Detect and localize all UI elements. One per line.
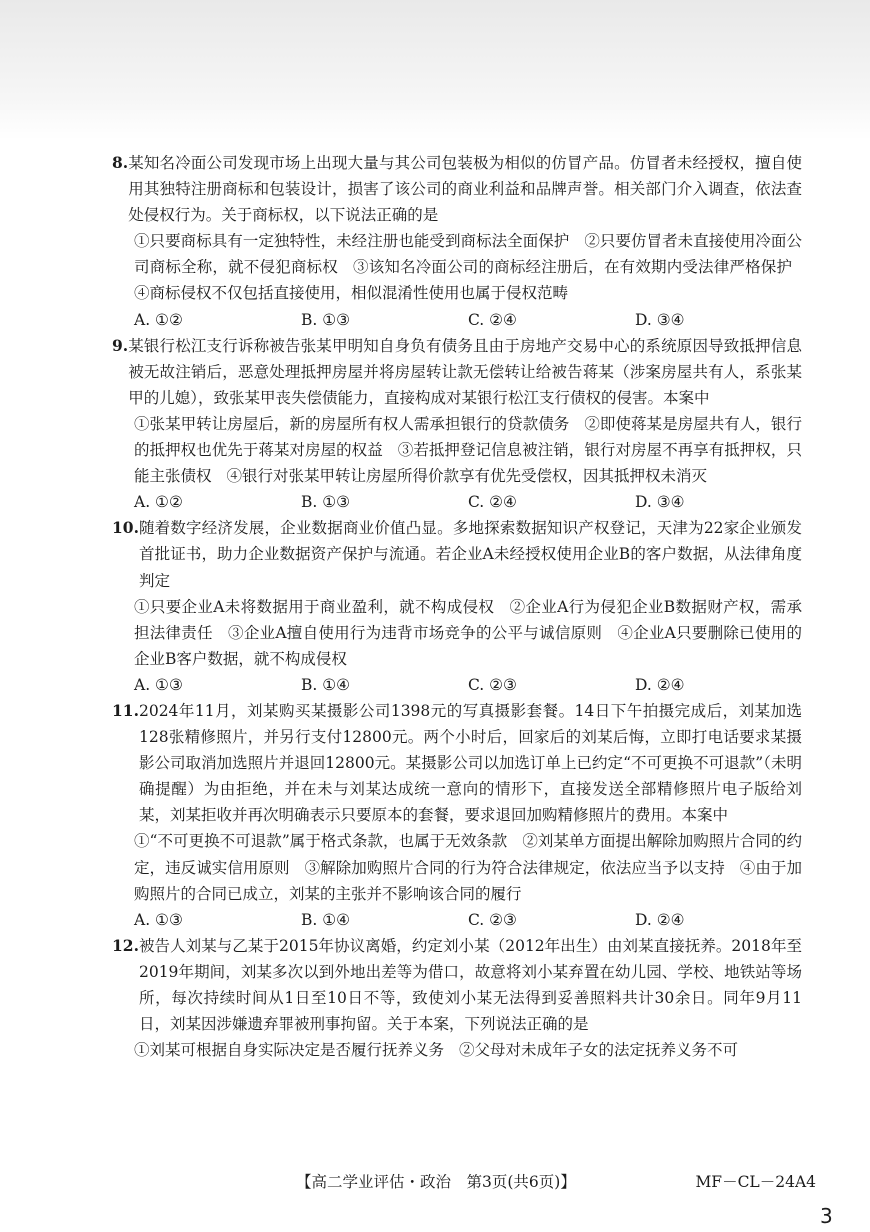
question-number: 10.	[112, 518, 139, 538]
statement-list	[112, 411, 802, 489]
choice-b[interactable]: B. ①③	[301, 493, 351, 512]
statement-item: ④企业A只要删除已使用的企业B客户数据，就不构成侵权	[134, 623, 802, 668]
choice-d[interactable]: D. ②④	[635, 675, 685, 694]
choice-b[interactable]: B. ①④	[301, 910, 351, 929]
statement-list	[112, 1037, 802, 1063]
statement-item: ④由于加购照片的合同已成立，刘某的主张并不影响该合同的履行	[134, 858, 802, 903]
statement-item: ④银行对张某甲转让房屋所得价款享有优先受偿权，因其抵押权未消灭	[226, 467, 707, 486]
question-number: 11.	[112, 700, 139, 720]
choice-a[interactable]: A. ①③	[134, 910, 183, 929]
question-stem	[112, 515, 802, 593]
statement-item: ②即使蒋某是房屋共有人，银行的抵押权也优先于蒋某对房屋的权益	[134, 414, 802, 460]
question-number: 12.	[112, 935, 139, 955]
answer-choices	[112, 907, 802, 933]
statement-item: ①“不可更换不可退款”属于格式条款，也属于无效条款	[134, 832, 508, 851]
choice-c[interactable]: C. ②③	[468, 910, 517, 929]
question-10	[112, 515, 802, 698]
answer-choices	[112, 489, 802, 515]
scan-top-shadow	[0, 0, 870, 140]
page-footer	[296, 1170, 816, 1192]
statement-item: ④商标侵权不仅包括直接使用，相似混淆性使用也属于侵权范畴	[134, 284, 569, 303]
question-text: 被告人刘某与乙某于2015年协议离婚，约定刘小某（2012年出生）由刘某直接抚养。2018年至2019年期间，刘某多次以到外地出差等为借口，故意将刘小某弃置在幼儿园、学校、地铁站等场所，每次持续时间从1日至10日不等，致使刘小某无法得到妥善照料共计30余日。同年9月11日，刘某因涉嫌遗弃罪被刑事拘留。关于本案，下列说法正确的是	[138, 936, 802, 1034]
choice-d[interactable]: D. ③④	[635, 493, 685, 512]
statement-item: ①只要企业A未将数据用于商业盈利，就不构成侵权	[134, 597, 495, 616]
choice-c[interactable]: C. ②④	[468, 493, 517, 512]
page-number: 3	[820, 1204, 833, 1228]
question-12	[112, 933, 802, 1063]
footer-code: MF－CL－24A4	[695, 1173, 816, 1191]
statement-item: ③该知名冷面公司的商标经注册后，在有效期内受法律严格保护	[353, 258, 792, 277]
question-text: 某知名冷面公司发现市场上出现大量与其公司包装极为相似的仿冒产品。仿冒者未经授权，擅自使用其独特注册商标和包装设计，损害了该公司的商业利益和品牌声誉。相关部门介入调查，依法查处侵权行为。关于商标权，以下说法正确的是	[128, 154, 802, 225]
statement-item: ③解除加购照片合同的行为符合法律规定，依法应当予以支持	[304, 858, 725, 877]
statement-item: ①刘某可根据自身实际决定是否履行抚养义务	[134, 1041, 445, 1060]
question-9	[112, 333, 802, 516]
choice-c[interactable]: C. ②③	[468, 675, 517, 694]
choice-d[interactable]: D. ②④	[635, 910, 685, 929]
choice-c[interactable]: C. ②④	[468, 310, 517, 329]
question-stem	[112, 933, 802, 1037]
statement-item: ③若抵押登记信息被注销，银行对房屋不再享有抵押权，只能主张债权	[134, 441, 802, 486]
statement-item: ①只要商标具有一定独特性，未经注册也能受到商标法全面保护	[134, 232, 570, 251]
question-text: 某银行松江支行诉称被告张某甲明知自身负有债务且由于房地产交易中心的系统原因导致抵押信息被无故注销后，恶意处理抵押房屋并将房屋转让款无偿转让给被告蒋某（涉案房屋共有人，系张某甲的儿媳），致张某甲丧失偿债能力，直接构成对某银行松江支行债权的侵害。本案中	[128, 336, 802, 407]
statement-item: ①张某甲转让房屋后，新的房屋所有权人需承担银行的贷款债务	[134, 414, 570, 433]
question-11	[112, 698, 802, 933]
question-stem	[112, 150, 802, 228]
answer-choices	[112, 672, 802, 698]
choice-a[interactable]: A. ①②	[134, 310, 183, 329]
choice-a[interactable]: A. ①③	[134, 675, 183, 694]
answer-choices	[112, 307, 802, 333]
choice-b[interactable]: B. ①④	[301, 675, 351, 694]
statement-list	[112, 828, 802, 906]
choice-b[interactable]: B. ①③	[301, 310, 351, 329]
statement-item: ②父母对未成年子女的法定抚养义务不可	[458, 1041, 738, 1060]
statement-item: ②只要仿冒者未直接使用冷面公司商标全称，就不侵犯商标权	[134, 232, 802, 277]
statement-item: ③企业A擅自使用行为违背市场竞争的公平与诚信原则	[228, 623, 603, 642]
question-text: 随着数字经济发展，企业数据商业价值凸显。多地探索数据知识产权登记，天津为22家企业颁发首批证书，助力企业数据资产保护与流通。若企业A未经授权使用企业B的客户数据，从法律角度判定	[138, 519, 802, 590]
statement-list	[112, 594, 802, 672]
question-stem	[112, 333, 802, 411]
question-stem	[112, 698, 802, 828]
question-number: 8.	[112, 153, 129, 172]
statement-item: ②刘某单方面提出解除加购照片合同的约定，违反诚实信用原则	[134, 832, 802, 877]
question-8	[112, 150, 802, 333]
question-number: 9.	[112, 335, 129, 355]
choice-d[interactable]: D. ③④	[635, 310, 685, 329]
footer-title: 【高二学业评估・政治 第3页(共6页)】	[296, 1173, 576, 1191]
question-text: 2024年11月，刘某购买某摄影公司1398元的写真摄影套餐。14日下午拍摄完成后，刘某加选128张精修照片，并另行支付12800元。两个小时后，回家后的刘某后悔，立即打电话要求某摄影公司取消加选照片并退回12800元。某摄影公司以加选订单上已约定“不可更换不可退款”（未明确提醒）为由拒绝，并在未与刘某达成统一意向的情形下，直接发送全部精修照片电子版给刘某，刘某拒收并再次明确表示只要原本的套餐，要求退回加购精修照片的费用。本案中	[138, 701, 802, 825]
exam-content	[112, 150, 802, 1063]
statement-list	[112, 228, 802, 306]
choice-a[interactable]: A. ①②	[134, 493, 183, 512]
statement-item: ②企业A行为侵犯企业B数据财产权，需承担法律责任	[134, 597, 802, 642]
